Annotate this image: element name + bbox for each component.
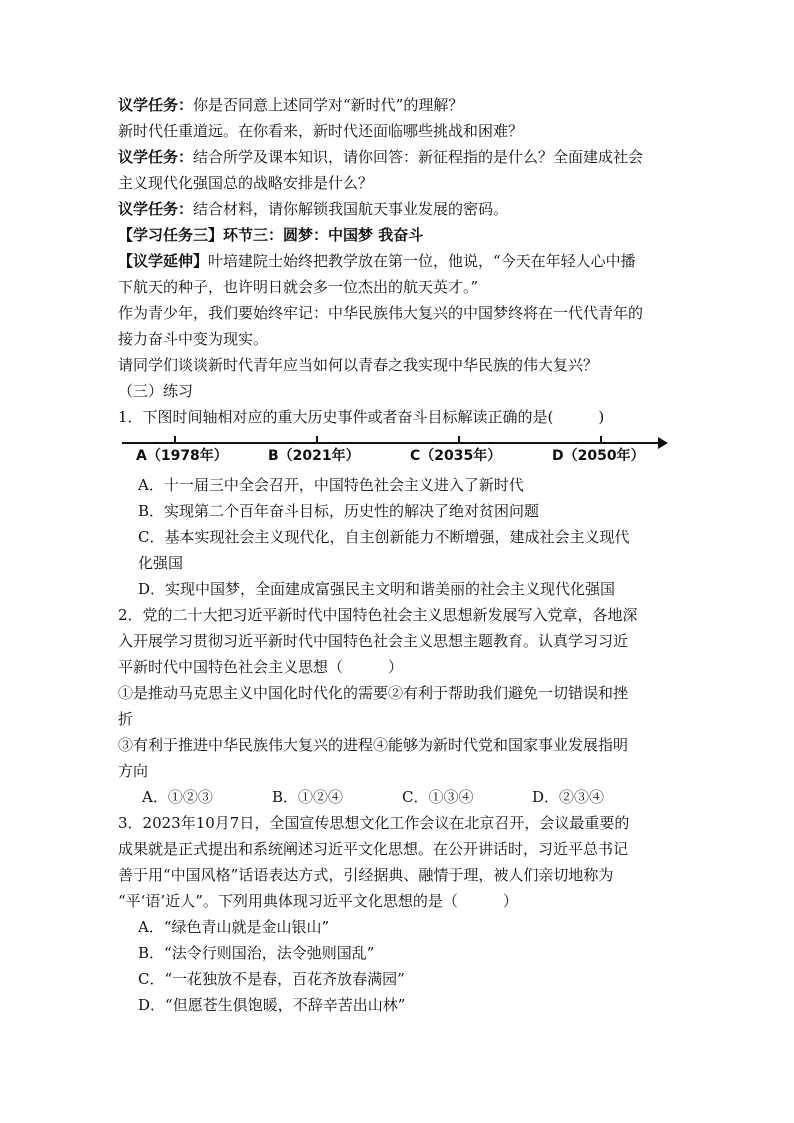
- task-line-2: 新时代任重道远。在你看来，新时代还面临哪些挑战和困难？: [118, 122, 524, 140]
- q3-option-a: A．“绿色青山就是金山银山”: [138, 918, 330, 936]
- q3-option-c: C．“一花独放不是春，百花齐放春满园”: [138, 970, 405, 988]
- q2-option-c: C．①③④: [402, 788, 474, 806]
- q2-option-d: D．②③④: [532, 788, 605, 806]
- q2-stem-4: ①是推动马克思主义中国化时代化的需要②有利于帮助我们避免一切错误和挫: [118, 684, 629, 702]
- timeline-line: [122, 442, 662, 444]
- task-line-5: 议学任务：结合材料，请你解锁我国航天事业发展的密码。: [118, 200, 509, 218]
- q3-stem-2: 成果就是正式提出和系统阐述习近平文化思想。在公开讲话时，习近平总书记: [118, 840, 629, 858]
- timeline-tick-b: [316, 436, 318, 443]
- timeline-label-b: B（2021年）: [268, 448, 360, 464]
- q2-stem-2: 入开展学习贯彻习近平新时代中国特色社会主义思想主题教育。认真学习习近: [118, 632, 629, 650]
- task-line-1: 议学任务：你是否同意上述同学对“新时代”的理解？: [118, 96, 464, 114]
- timeline-tick-c: [458, 436, 460, 443]
- timeline-label-a: A（1978年）: [136, 448, 228, 464]
- extension-line-1: 【议学延伸】叶培建院士始终把教学放在第一位，他说，“今天在年轻人心中播: [118, 252, 636, 270]
- q1-option-d: D．实现中国梦，全面建成富强民主文明和谐美丽的社会主义现代化强国: [138, 580, 616, 598]
- q3-stem-3: 善于用“中国风格”话语表达方式，引经据典、融情于理，被人们亲切地称为: [118, 866, 614, 884]
- timeline-tick-a: [174, 436, 176, 443]
- timeline-label-c: C（2035年）: [410, 448, 502, 464]
- q2-stem-5: 折: [118, 710, 134, 728]
- extension-line-5: 请同学们谈谈新时代青年应当如何以青春之我实现中华民族的伟大复兴？: [118, 356, 599, 374]
- q1-option-c-cont: 化强国: [138, 554, 184, 572]
- practice-heading: （三）练习: [118, 382, 194, 400]
- q1-option-a: A．十一届三中全会召开，中国特色社会主义进入了新时代: [138, 476, 524, 494]
- q2-stem-6: ③有利于推进中华民族伟大复兴的进程④能够为新时代党和国家事业发展指明: [118, 736, 629, 754]
- q2-option-a: A．①②③: [142, 788, 213, 806]
- section-heading: 【学习任务三】环节三：圆梦：中国梦 我奋斗: [118, 226, 424, 244]
- q1-option-b: B．实现第二个百年奋斗目标，历史性的解决了绝对贫困问题: [138, 502, 540, 520]
- q3-option-b: B．“法令行则国治，法令弛则国乱”: [138, 944, 375, 962]
- extension-line-3: 作为青少年，我们要始终牢记：中华民族伟大复兴的中国梦终将在一代代青年的: [118, 304, 644, 322]
- q2-stem-1: 2．党的二十大把习近平新时代中国特色社会主义思想新发展写入党章，各地深: [118, 606, 638, 624]
- timeline-label-d: D（2050年）: [552, 448, 645, 464]
- q1-stem: 1．下图时间轴相对应的重大历史事件或者奋斗目标解读正确的是( ): [118, 408, 605, 426]
- extension-line-4: 接力奋斗中变为现实。: [118, 330, 269, 348]
- q2-stem-3: 平新时代中国特色社会主义思想（ ）: [118, 658, 404, 676]
- q3-option-d: D．“但愿苍生俱饱暖，不辞辛苦出山林”: [138, 996, 406, 1014]
- arrow-right-icon: [658, 437, 668, 449]
- document-content: [118, 92, 678, 1018]
- timeline-tick-d: [600, 436, 602, 443]
- q2-option-b: B．①②④: [272, 788, 344, 806]
- timeline-axis: [118, 432, 678, 468]
- q2-options: [118, 784, 678, 810]
- q3-stem-1: 3．2023年10月7日，全国宣传思想文化工作会议在北京召开，会议最重要的: [118, 814, 630, 832]
- q3-stem-4: “平‘语’近人”。下列用典体现习近平文化思想的是（ ）: [118, 892, 518, 910]
- q1-option-c: C．基本实现社会主义现代化，自主创新能力不断增强，建成社会主义现代: [138, 528, 630, 546]
- extension-line-2: 下航天的种子，也许明日就会多一位杰出的航天英才。”: [118, 278, 479, 296]
- task-line-4: 主义现代化强国总的战略安排是什么？: [118, 174, 374, 192]
- q2-stem-7: 方向: [118, 762, 149, 780]
- task-line-3: 议学任务：结合所学及课本知识，请你回答：新征程指的是什么？全面建成社会: [118, 148, 644, 166]
